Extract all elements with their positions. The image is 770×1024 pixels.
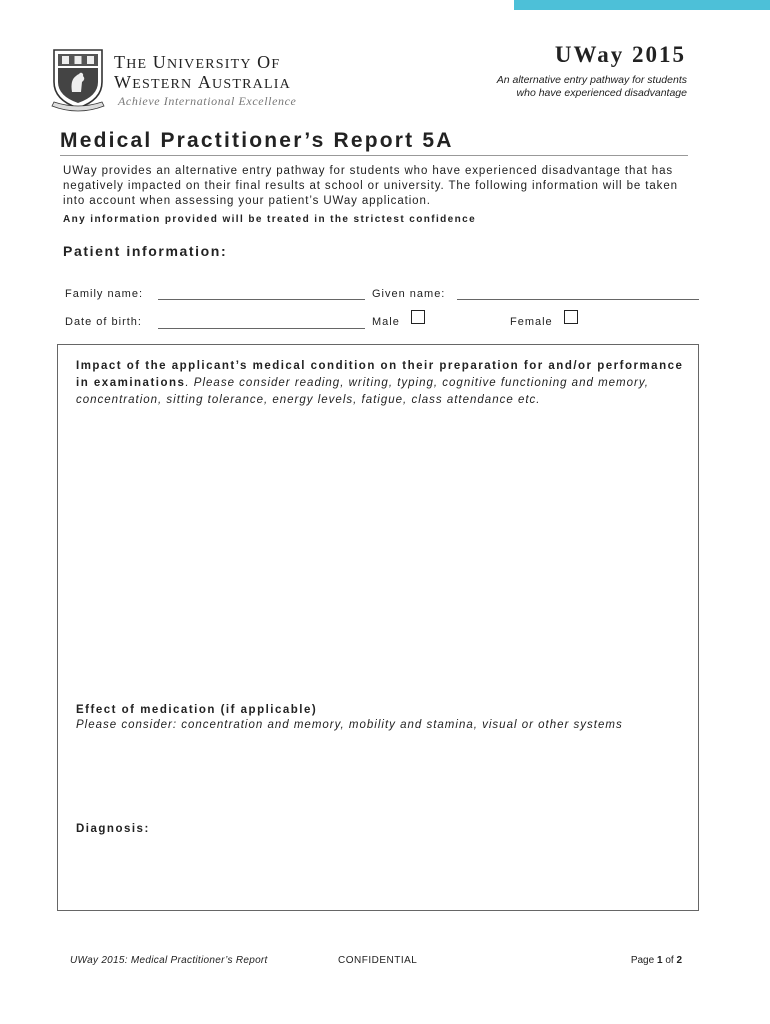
confidentiality-note: Any information provided will be treated in the strictest confidence <box>63 214 477 225</box>
family-name-label: Family name: <box>65 288 144 300</box>
male-label: Male <box>372 316 400 328</box>
university-tagline: Achieve International Excellence <box>118 94 297 108</box>
header-subtitle-line1: An alternative entry pathway for students <box>496 74 687 86</box>
date-of-birth-field[interactable] <box>158 328 365 329</box>
page-of: of <box>665 955 674 966</box>
intro-paragraph: UWay provides an alternative entry pathway for students who have experienced disadvantage that has negatively impacted on their final results at school or university. The following information will be taken into account when assessing your patient’s UWay application. <box>63 165 678 207</box>
female-checkbox[interactable] <box>564 310 578 324</box>
page-word: Page <box>630 955 655 966</box>
given-name-label: Given name: <box>372 288 446 300</box>
medication-effect-heading: Effect of medication (if applicable) <box>76 704 318 716</box>
university-name-line1: THE UNIVERSITY OF <box>114 52 281 72</box>
patient-info-heading: Patient information: <box>63 243 228 259</box>
given-name-field[interactable] <box>457 299 699 300</box>
male-checkbox[interactable] <box>411 310 425 324</box>
university-crest-icon <box>50 46 106 112</box>
report-title: Medical Practitioner’s Report 5A <box>60 129 454 152</box>
diagnosis-heading: Diagnosis: <box>76 823 150 835</box>
page-total: 2 <box>676 955 682 966</box>
footer-document-name: UWay 2015: Medical Practitioner’s Report <box>70 955 268 966</box>
accent-bar <box>514 0 770 10</box>
date-of-birth-label: Date of birth: <box>65 316 142 328</box>
impact-heading: Impact of the applicant’s medical condition on their preparation for and/or performance in examinations <box>76 360 684 389</box>
page-current: 1 <box>656 955 663 966</box>
impact-section <box>76 357 686 408</box>
header-title: UWay 2015 <box>554 42 686 67</box>
title-divider <box>60 155 688 156</box>
assessment-box[interactable] <box>57 344 699 911</box>
footer-page-number <box>560 955 682 966</box>
header-subtitle-line2: who have experienced disadvantage <box>516 86 687 99</box>
footer-confidential: CONFIDENTIAL <box>338 955 418 966</box>
medication-effect-prompt: Please consider: concentration and memory, mobility and stamina, visual or other systems <box>76 719 623 731</box>
header-subtitle <box>420 74 687 99</box>
female-label: Female <box>510 316 553 328</box>
family-name-field[interactable] <box>158 299 365 300</box>
university-name-line2: WESTERN AUSTRALIA <box>114 72 291 92</box>
impact-prompt: . Please consider reading, writing, typing, cognitive functioning and memory, concentration, sitting tolerance, energy levels, fatigue, class attendance etc. <box>76 377 649 406</box>
